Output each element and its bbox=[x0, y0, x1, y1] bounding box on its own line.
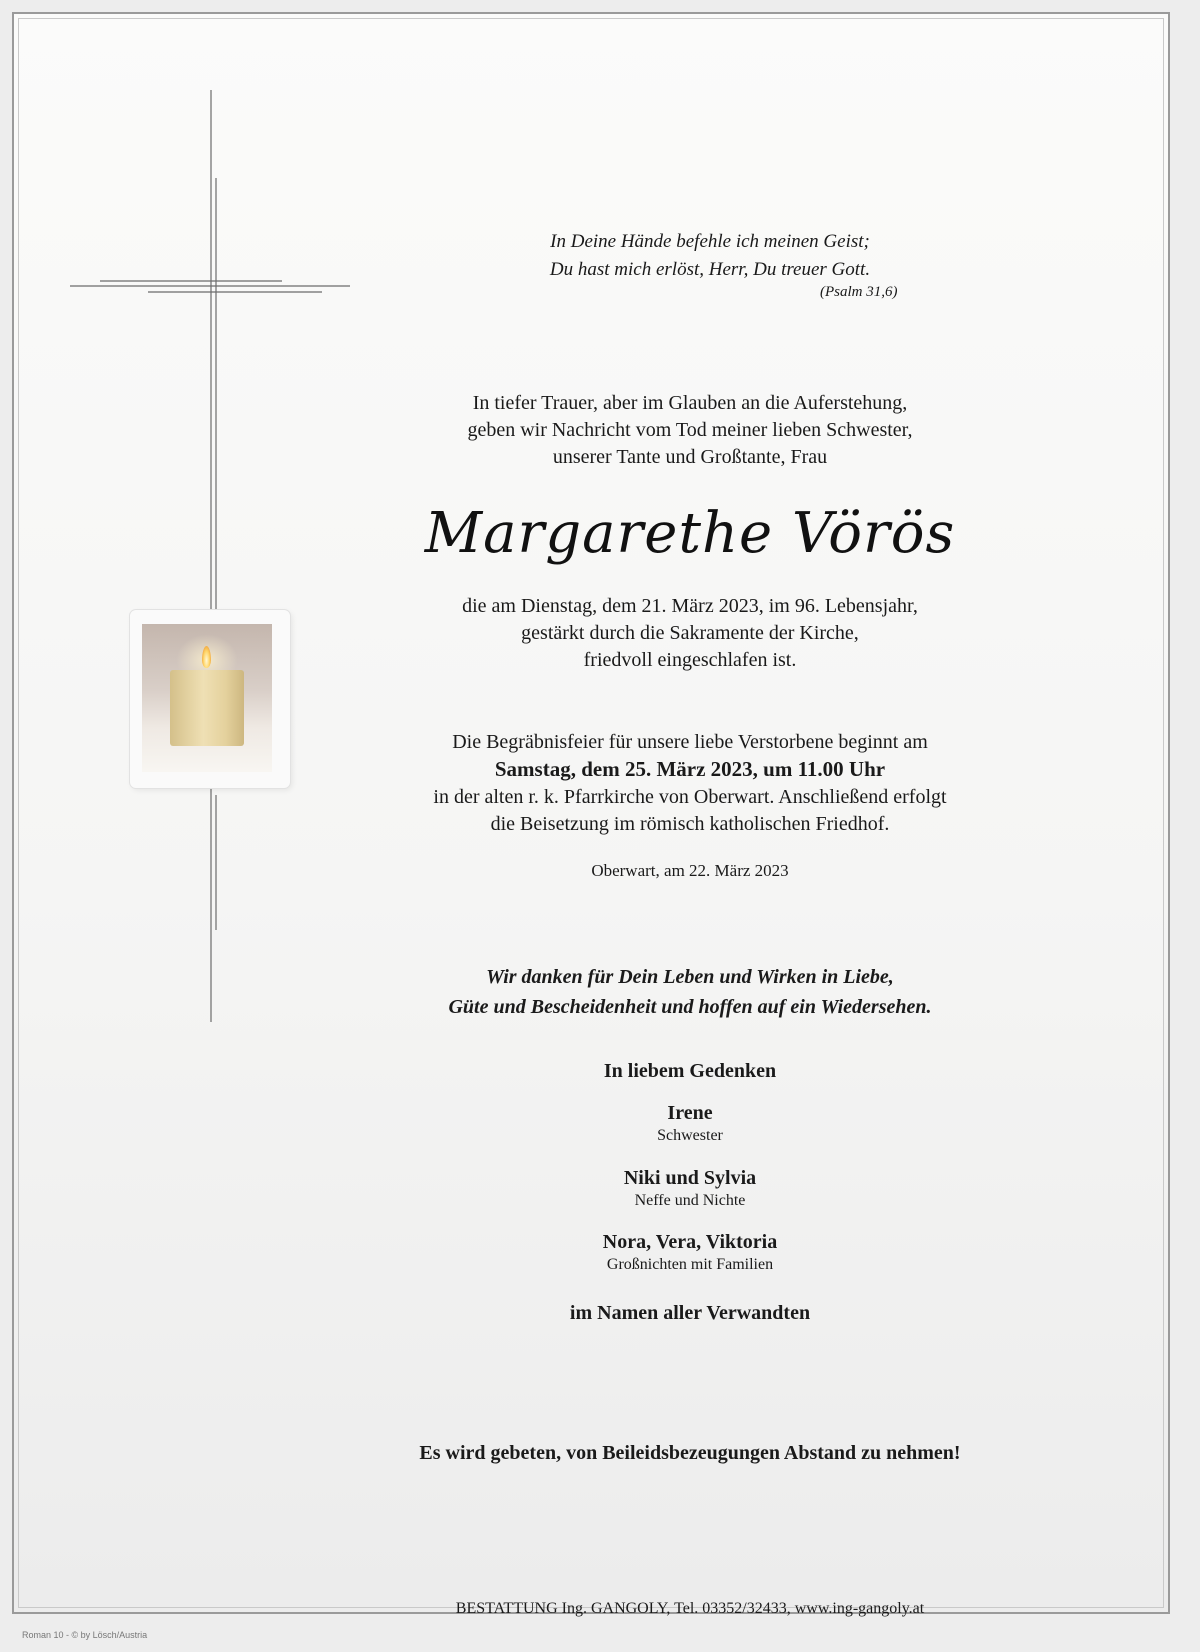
funeral-line-3: in der alten r. k. Pfarrkirche von Oberwart. Anschließend erfolgt bbox=[433, 786, 947, 808]
funeral-info bbox=[290, 729, 1090, 838]
mourner-name: Irene bbox=[667, 1102, 713, 1124]
funeral-home-footer: BESTATTUNG Ing. GANGOLY, Tel. 03352/32433, www.ing-gangoly.at bbox=[455, 1600, 925, 1617]
condolence-request: Es wird gebeten, von Beileidsbezeugungen Abstand zu nehmen! bbox=[419, 1442, 961, 1464]
intro-line-1: In tiefer Trauer, aber im Glauben an die Auferstehung, bbox=[472, 392, 908, 414]
mourner-relation: Schwester bbox=[657, 1127, 723, 1144]
place-date: Oberwart, am 22. März 2023 bbox=[591, 861, 789, 880]
mourner-name: Niki und Sylvia bbox=[623, 1167, 757, 1189]
mourner-name: Nora, Vera, Viktoria bbox=[602, 1231, 778, 1253]
psalm-source: (Psalm 31,6) bbox=[820, 284, 898, 300]
mourner-entry bbox=[290, 1100, 1090, 1146]
mourner-entry bbox=[290, 1229, 1090, 1275]
death-line-3: friedvoll eingeschlafen ist. bbox=[583, 649, 797, 671]
candle-image bbox=[130, 610, 290, 788]
flame-icon bbox=[202, 646, 211, 668]
deceased-name: Margarethe Vörös bbox=[424, 501, 956, 566]
thanks-text bbox=[290, 962, 1090, 1022]
intro-text bbox=[290, 390, 1090, 471]
mourner-relation: Großnichten mit Familien bbox=[606, 1256, 774, 1273]
funeral-date-time: Samstag, dem 25. März 2023, um 11.00 Uhr bbox=[494, 757, 886, 781]
template-credit: Roman 10 - © by Lösch/Austria bbox=[22, 1630, 148, 1640]
intro-line-2: geben wir Nachricht vom Tod meiner lieben Schwester, bbox=[467, 419, 913, 441]
psalm-quote bbox=[460, 228, 960, 284]
memory-heading: In liebem Gedenken bbox=[603, 1060, 777, 1082]
candle-wax bbox=[170, 670, 244, 746]
candle-photo bbox=[142, 624, 272, 772]
thanks-line-1: Wir danken für Dein Leben und Wirken in Liebe, bbox=[486, 966, 894, 988]
funeral-line-1: Die Begräbnisfeier für unsere liebe Verstorbene beginnt am bbox=[452, 731, 928, 753]
psalm-line-2: Du hast mich erlöst, Herr, Du treuer Gott. bbox=[549, 259, 871, 280]
all-relatives: im Namen aller Verwandten bbox=[569, 1302, 811, 1324]
death-line-2: gestärkt durch die Sakramente der Kirche, bbox=[521, 622, 859, 644]
death-notice bbox=[290, 593, 1090, 674]
thanks-line-2: Güte und Bescheidenheit und hoffen auf ein Wiedersehen. bbox=[448, 996, 932, 1018]
psalm-line-1: In Deine Hände befehle ich meinen Geist; bbox=[550, 231, 870, 252]
funeral-line-4: die Beisetzung im römisch katholischen Friedhof. bbox=[490, 813, 890, 835]
mourner-entry bbox=[290, 1165, 1090, 1211]
intro-line-3: unserer Tante und Großtante, Frau bbox=[552, 446, 828, 468]
death-line-1: die am Dienstag, dem 21. März 2023, im 96. Lebensjahr, bbox=[462, 595, 918, 617]
mourner-relation: Neffe und Nichte bbox=[634, 1192, 746, 1209]
